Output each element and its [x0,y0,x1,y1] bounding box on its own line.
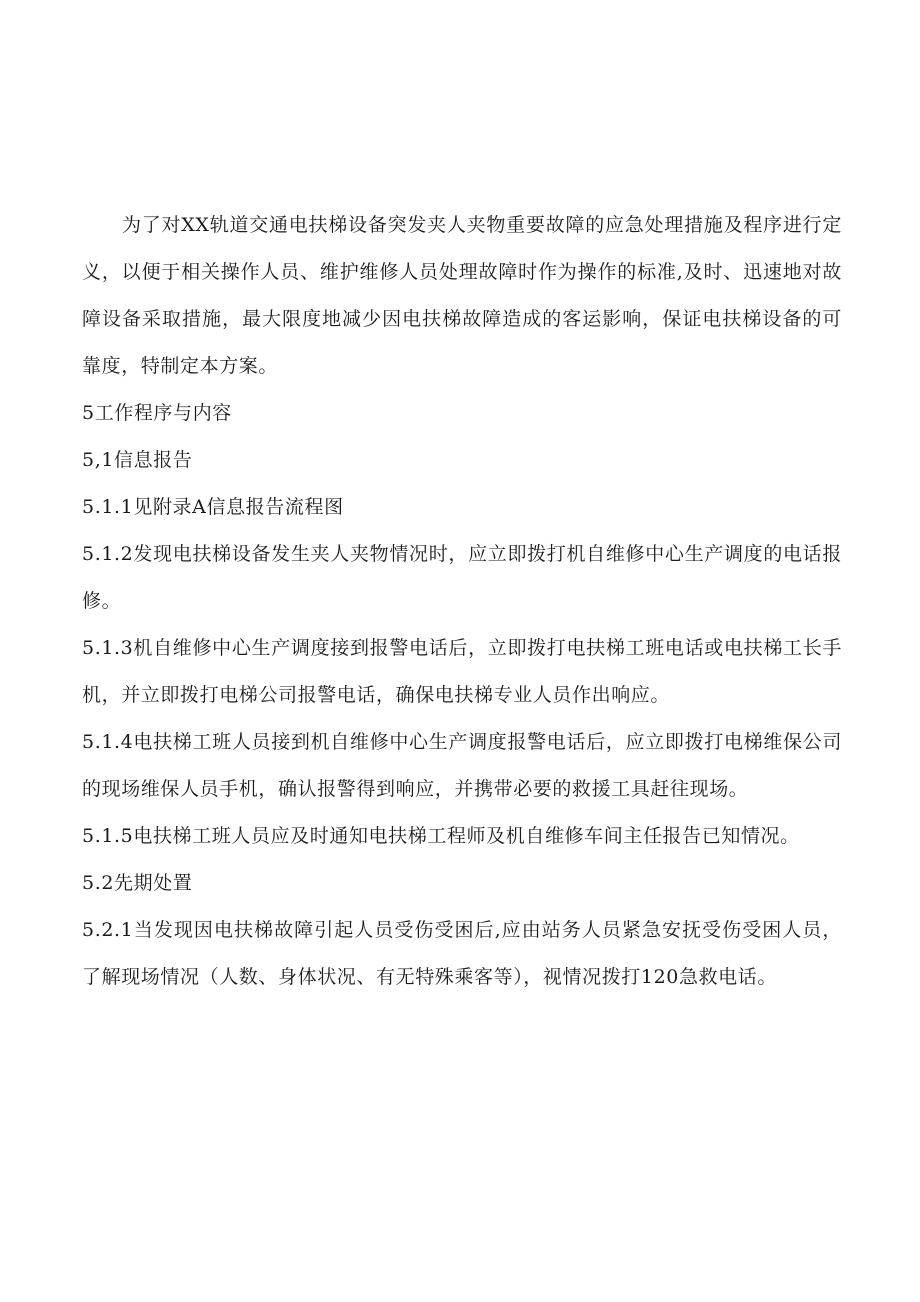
item-5-1-3: 5.1.3机自维修中心生产调度接到报警电话后，立即拨打电扶梯工班电话或电扶梯工长手机，并立即拨打电梯公司报警电话，确保电扶梯专业人员作出响应。 [82,637,842,706]
section-heading-5-1: 5,1信息报告 [82,449,193,471]
document-body [82,202,842,1001]
item-5-1-4: 5.1.4电扶梯工班人员接到机自维修中心生产调度报警电话后，应立即拨打电梯维保公司的现场维保人员手机，确认报警得到响应，并携带必要的救援工具赶往现场。 [82,731,842,800]
section-heading-5-2: 5.2先期处置 [82,872,193,894]
intro-paragraph: 为了对XX轨道交通电扶梯设备突发夹人夹物重要故障的应急处理措施及程序进行定义，以便于相关操作人员、维护维修人员处理故障时作为操作的标准,及时、迅速地对故障设备采取措施，最大限度地减少因电扶梯故障造成的客运影响，保证电扶梯设备的可靠度，特制定本方案。 [82,214,842,377]
section-heading-5: 5工作程序与内容 [82,402,232,424]
item-5-2-1: 5.2.1当发现因电扶梯故障引起人员受伤受困后,应由站务人员紧急安抚受伤受困人员，了解现场情况（人数、身体状况、有无特殊乘客等），视情况拨打120急救电话。 [82,919,842,988]
item-5-1-5: 5.1.5电扶梯工班人员应及时通知电扶梯工程师及机自维修车间主任报告已知情况。 [82,825,800,847]
item-5-1-2: 5.1.2发现电扶梯设备发生夹人夹物情况时，应立即拨打机自维修中心生产调度的电话报修。 [82,543,842,612]
item-5-1-1: 5.1.1见附录A信息报告流程图 [82,496,344,518]
